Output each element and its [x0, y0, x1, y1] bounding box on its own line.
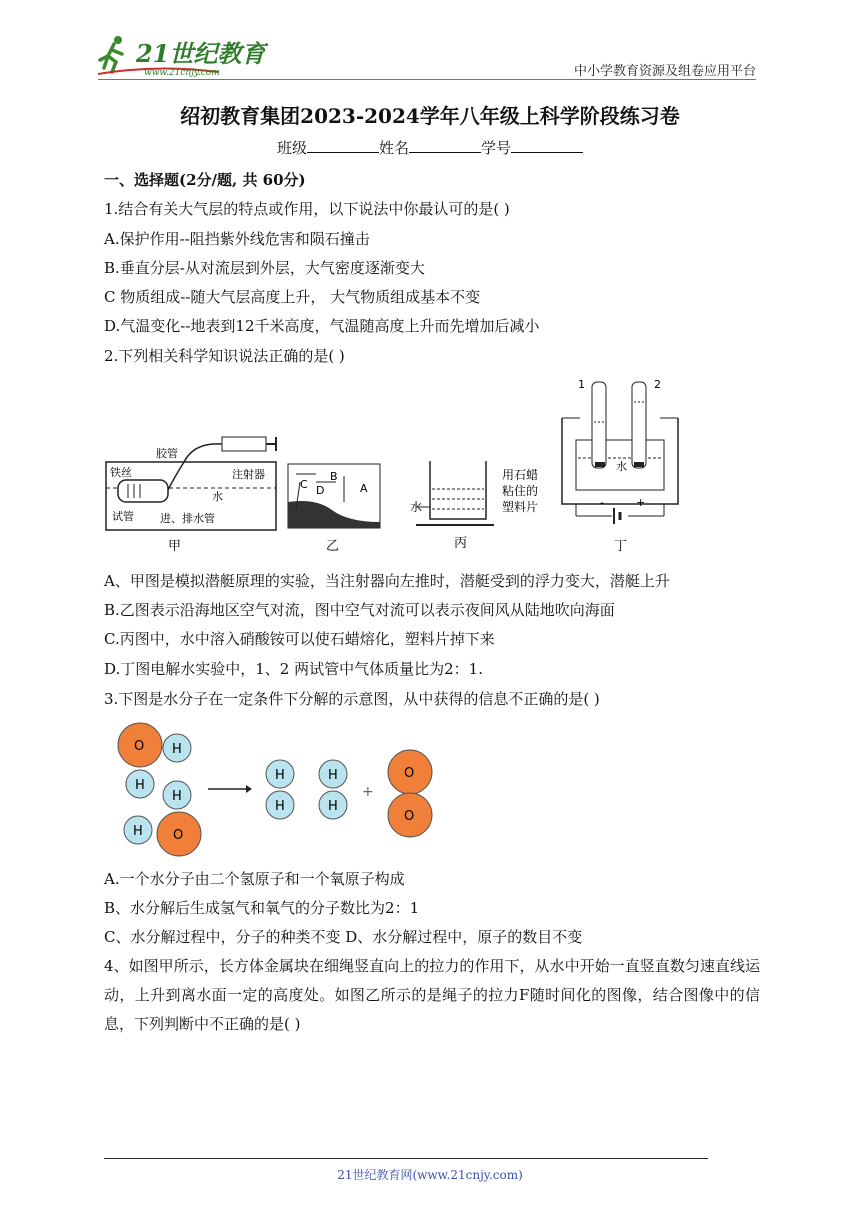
q3-option-cd: C、水分解过程中，分子的种类不变 D、水分解过程中，原子的数目不变: [104, 928, 583, 946]
jia-caption: 甲: [168, 539, 182, 554]
oxygen-molecule: [388, 750, 432, 837]
jia-label-tube: 胶管: [156, 447, 178, 460]
logo-url: www.21cnjy.com: [144, 68, 220, 78]
jia-label-water: 水: [212, 490, 223, 503]
atom-h-label: H: [328, 768, 338, 783]
arrow-icon: [208, 785, 252, 793]
class-label: 班级: [276, 139, 307, 157]
ding-label-2: 2: [654, 378, 661, 391]
q1-option-d: D.气温变化--地表到12千米高度，气温随高度上升而先增加后减小: [104, 317, 540, 335]
q2-option-d: D.丁图电解水实验中，1、2 两试管中气体质量比为2：1.: [104, 660, 483, 678]
name-label: 姓名: [378, 139, 409, 157]
section-heading: 一、选择题(2分/题, 共 60分): [104, 171, 306, 189]
yi-label-c: C: [300, 478, 308, 491]
platform-name: 中小学教育资源及组卷应用平台: [573, 64, 756, 79]
bing-label-water: 水: [410, 500, 423, 514]
bing-caption: 丙: [454, 536, 468, 551]
class-blank: [307, 140, 379, 153]
q1-option-c: C 物质组成--随大气层高度上升， 大气物质组成基本不变: [104, 288, 481, 306]
atom-h-label: H: [275, 768, 285, 783]
q4-text: 4、如图甲所示，长方体金属块在细绳竖直向上的拉力的作用下，从水中开始一直竖直数匀速直线运动，上升到离水面一定的高度处。如图乙所示的是绳子的拉力F随时间化的图像，结合图像中的信息，下列判断中不正确的是( ): [104, 957, 760, 1033]
atom-h-label: H: [328, 799, 338, 814]
q2-option-c: C.丙图中，水中溶入硝酸铵可以使石蜡熔化，塑料片掉下来: [104, 630, 495, 648]
ding-caption: 丁: [614, 539, 628, 554]
bing-label-wax-1: 用石蜡: [502, 468, 539, 482]
ding-label-minus: -: [600, 496, 604, 509]
logo: [98, 34, 268, 78]
q2-stem: 2.下列相关科学知识说法正确的是( ): [104, 347, 345, 365]
q3-stem: 3.下图是水分子在一定条件下分解的示意图，从中获得的信息不正确的是( ): [104, 690, 600, 708]
atom-h-label: H: [172, 742, 182, 757]
bing-label-wax-3: 塑料片: [502, 500, 539, 514]
yi-label-d: D: [316, 484, 325, 497]
jia-label-wire: 铁丝: [110, 466, 132, 479]
yi-label-b: B: [330, 470, 338, 483]
q1-option-b: B.垂直分层-从对流层到外层，大气密度逐渐变大: [104, 259, 425, 277]
atom-o-label: O: [134, 739, 145, 754]
yi-label-a: A: [360, 482, 368, 495]
figure-water-decomposition: [110, 712, 450, 862]
atom-h-label: H: [172, 789, 182, 804]
logo-text: 21世纪教育: [136, 39, 266, 68]
ding-label-1: 1: [578, 378, 585, 391]
jia-label-pipe: 进、排水管: [160, 512, 215, 525]
atom-o-label: O: [173, 828, 184, 843]
figure-jia-submarine: [104, 432, 280, 558]
atom-h-label: H: [133, 824, 143, 839]
q1-option-a: A.保护作用--阻挡紫外线危害和陨石撞击: [104, 230, 370, 248]
q3-option-a: A.一个水分子由二个氢原子和一个氧原子构成: [104, 870, 405, 888]
q2-option-a: A、甲图是模拟潜艇原理的实验，当注射器向左推时，潜艇受到的浮力变大，潜艇上升: [104, 572, 670, 590]
hydrogen-molecule-1: [266, 760, 294, 819]
q2-option-b: B.乙图表示沿海地区空气对流，图中空气对流可以表示夜间风从陆地吹向海面: [104, 601, 615, 619]
student-info-line: [0, 137, 860, 158]
atom-o-label: O: [404, 809, 415, 824]
hydrogen-molecule-2: [319, 760, 347, 819]
yi-caption: 乙: [326, 539, 340, 554]
plus-sign: +: [362, 784, 374, 800]
ding-label-plus: +: [636, 496, 646, 509]
ding-label-water: 水: [616, 460, 627, 473]
page-title: 绍初教育集团2023-2024学年八年级上科学阶段练习卷: [180, 104, 680, 128]
footer-text: 21世纪教育网(www.21cnjy.com): [337, 1168, 523, 1182]
jia-label-syringe: 注射器: [232, 468, 265, 481]
id-label: 学号: [481, 139, 512, 157]
q3-option-b: B、水分解后生成氢气和氧气的分子数比为2：1: [104, 899, 420, 917]
q1-stem: 1.结合有关大气层的特点或作用，以下说法中你最认可的是( ): [104, 200, 510, 218]
figure-ding-electrolysis: [556, 378, 686, 556]
header-divider: [98, 79, 756, 80]
figure-yi-convection: [286, 462, 382, 556]
jia-label-testtube: 试管: [112, 510, 134, 523]
figure-bing-beaker: [410, 455, 560, 555]
atom-h-label: H: [275, 799, 285, 814]
bing-label-wax-2: 粘住的: [502, 484, 539, 498]
id-blank: [511, 140, 583, 153]
atom-o-label: O: [404, 766, 415, 781]
atom-h-label: H: [135, 778, 145, 793]
footer-divider: [104, 1158, 708, 1159]
name-blank: [409, 140, 481, 153]
